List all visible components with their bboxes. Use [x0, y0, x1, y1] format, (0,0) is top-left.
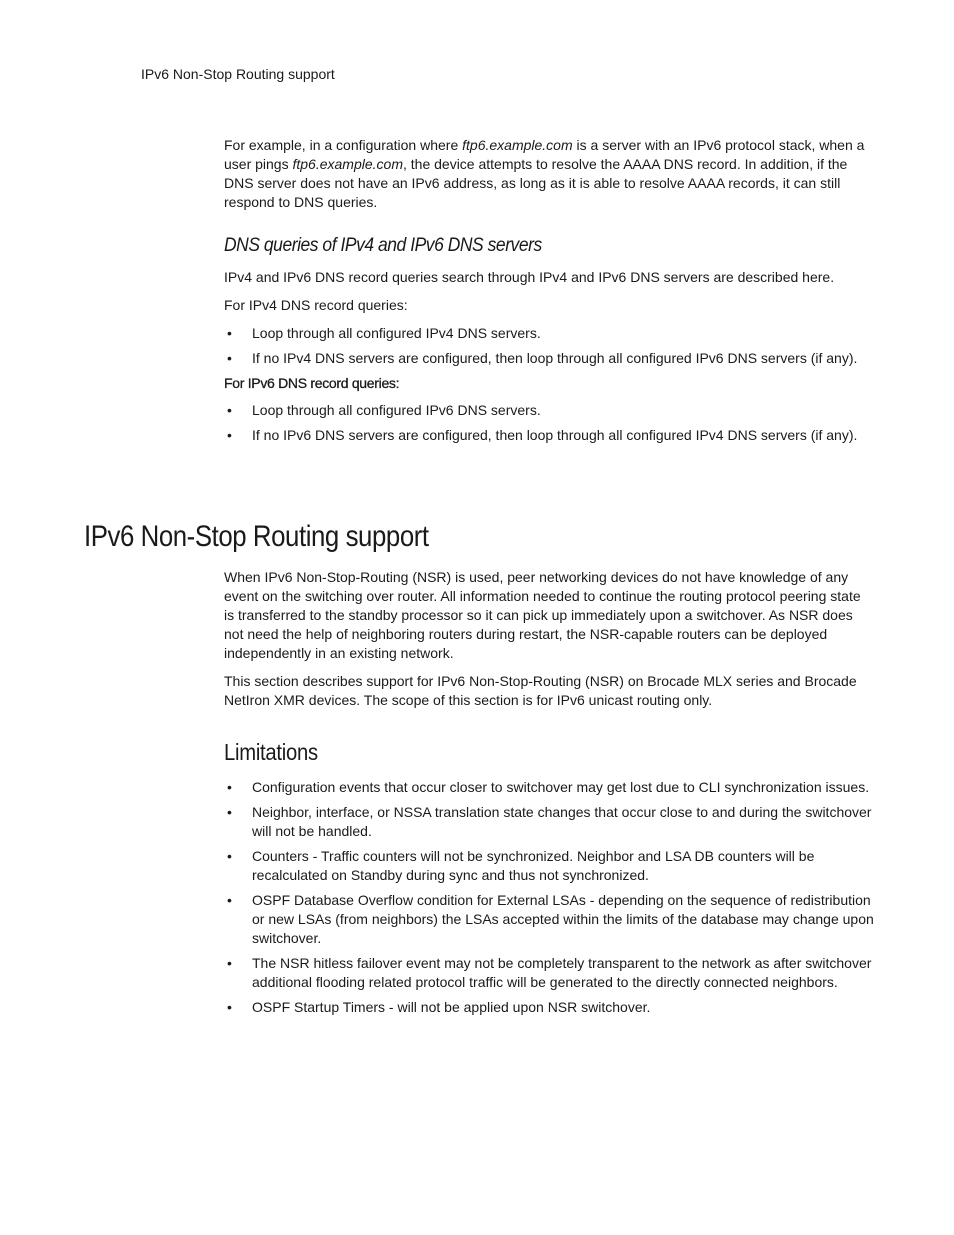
bullet-icon: •	[227, 804, 232, 820]
list-item-text: OSPF Startup Timers - will not be applied upon NSR switchover.	[252, 999, 651, 1015]
list-item	[224, 847, 874, 885]
bullet-icon: •	[227, 999, 232, 1015]
intro-text-1: For example, in a configuration where	[224, 137, 463, 153]
ipv6-query-list	[224, 401, 872, 445]
bullet-icon: •	[227, 402, 232, 418]
nsr-paragraph-1: When IPv6 Non-Stop-Routing (NSR) is used, peer networking devices do not have knowledge of any event on the switching over router. All information needed to continue the routing protocol peering state is transferred to the standby processor so it can pick up immediately upon a switchover. As NSR does not need the help of neighboring routers during restart, the NSR-capable routers can be deployed independently in an existing network.	[224, 569, 861, 661]
list-item	[224, 954, 874, 992]
list-item-text: If no IPv4 DNS servers are configured, then loop through all configured IPv6 DNS servers (if any).	[252, 350, 858, 366]
list-item	[224, 778, 874, 797]
list-item-text: Neighbor, interface, or NSSA translation state changes that occur close to and during the switchover will not be handled.	[252, 804, 872, 839]
list-item-text: Configuration events that occur closer to switchover may get lost due to CLI synchronization issues.	[252, 779, 870, 795]
intro-text-2: is a server with an IPv6 protocol stack, when a user pings	[224, 137, 865, 172]
list-item	[224, 401, 872, 420]
intro-paragraph	[224, 136, 872, 212]
list-item	[224, 998, 874, 1017]
list-item	[224, 324, 872, 343]
intro-text-3: , the device attempts to resolve the AAAA DNS record. In addition, if the DNS server does not have an IPv6 address, as long as it is able to resolve AAAA records, it can still respond to DNS queries.	[224, 156, 848, 210]
list-item	[224, 349, 872, 368]
dns-description: IPv4 and IPv6 DNS record queries search through IPv4 and IPv6 DNS servers are described here.	[224, 269, 835, 285]
intro-host-2: ftp6.example.com	[292, 156, 403, 172]
dns-content	[224, 136, 872, 451]
list-item-text: Loop through all configured IPv4 DNS servers.	[252, 325, 541, 341]
list-item	[224, 803, 874, 841]
bullet-icon: •	[227, 350, 232, 366]
bullet-icon: •	[227, 779, 232, 795]
nsr-section-heading: IPv6 Non-Stop Routing support	[84, 520, 429, 553]
list-item	[224, 891, 874, 948]
bullet-icon: •	[227, 325, 232, 341]
ipv4-queries-label: For IPv4 DNS record queries:	[224, 297, 408, 313]
limitations-list	[224, 778, 874, 1017]
list-item-text: If no IPv6 DNS servers are configured, then loop through all configured IPv4 DNS servers (if any).	[252, 427, 858, 443]
list-item-text: Counters - Traffic counters will not be synchronized. Neighbor and LSA DB counters will be recalculated on Standby during sync and thus not synchronized.	[252, 848, 815, 883]
bullet-icon: •	[227, 848, 232, 864]
bullet-icon: •	[227, 427, 232, 443]
dns-queries-heading: DNS queries of IPv4 and IPv6 DNS servers	[224, 235, 542, 256]
limitations-heading: Limitations	[224, 739, 318, 765]
list-item-text: The NSR hitless failover event may not be completely transparent to the network as after switchover additional flooding related protocol traffic will be generated to the directly connected neighbors.	[252, 955, 872, 990]
ipv4-query-list	[224, 324, 872, 368]
intro-host-1: ftp6.example.com	[462, 137, 573, 153]
bullet-icon: •	[227, 892, 232, 908]
list-item-text: Loop through all configured IPv6 DNS servers.	[252, 402, 541, 418]
ipv6-queries-label: For IPv6 DNS record queries:	[224, 375, 400, 391]
bullet-icon: •	[227, 955, 232, 971]
list-item	[224, 426, 872, 445]
nsr-content	[224, 568, 874, 1023]
running-header: IPv6 Non-Stop Routing support	[141, 66, 335, 82]
nsr-paragraph-2: This section describes support for IPv6 Non-Stop-Routing (NSR) on Brocade MLX series and Brocade NetIron XMR devices. The scope of this section is for IPv6 unicast routing only.	[224, 673, 857, 708]
list-item-text: OSPF Database Overflow condition for External LSAs - depending on the sequence of redistribution or new LSAs (from neighbors) the LSAs accepted within the limits of the database may change upon switchover.	[252, 892, 874, 946]
